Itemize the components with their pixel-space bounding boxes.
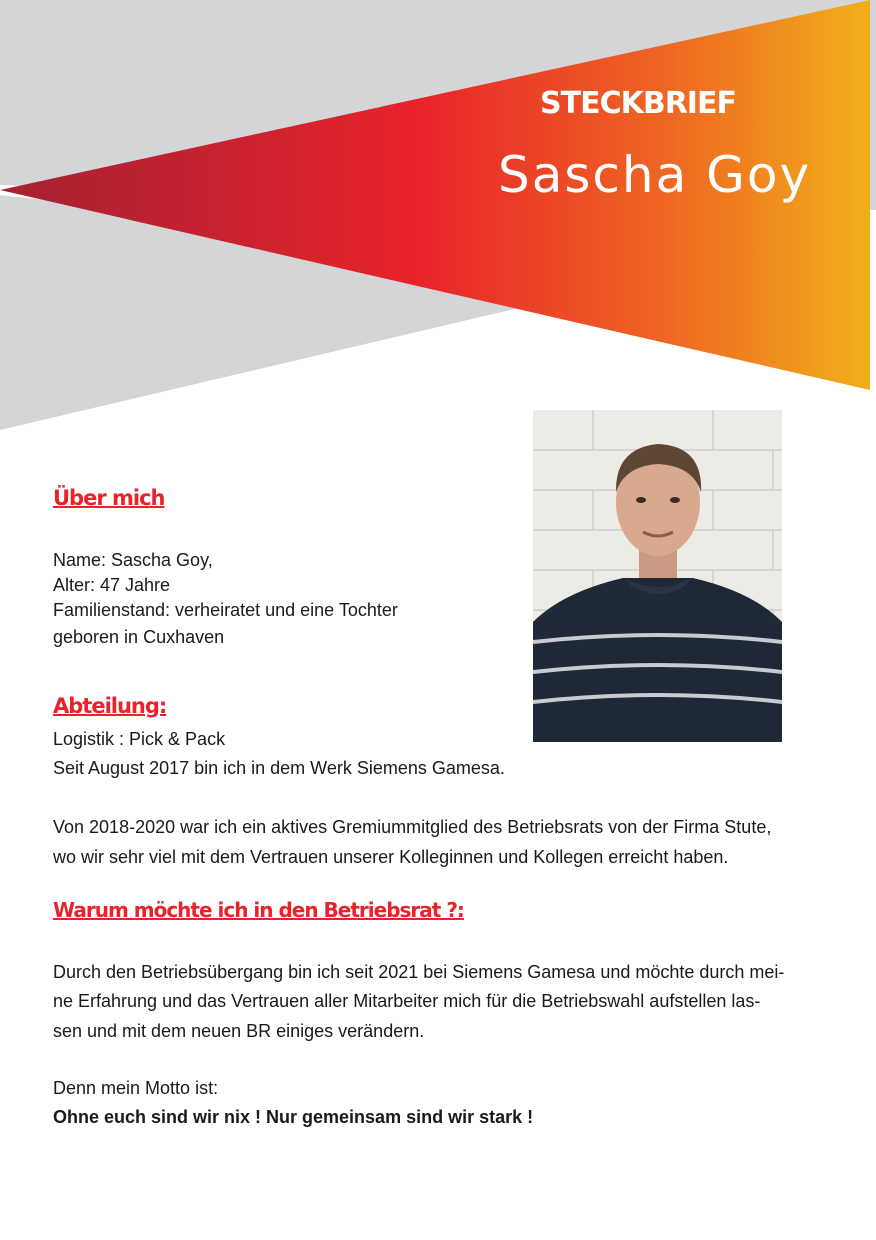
section-heading-about: Über mich [53, 486, 165, 510]
section-heading-why: Warum möchte ich in den Betriebsrat ?: [53, 898, 464, 922]
about-age-line: Alter: 47 Jahre [53, 575, 171, 595]
portrait-photo [533, 410, 782, 742]
why-text-line-3: sen und mit dem neuen BR einiges verändern. [53, 1021, 425, 1041]
about-name-line: Name: Sascha Goy, [53, 550, 213, 570]
header-banner [0, 0, 876, 440]
why-text-line-2: ne Erfahrung und das Vertrauen aller Mitarbeiter mich für die Betriebswahl aufstellen las- [53, 991, 761, 1011]
department-history-line: Von 2018-2020 war ich ein aktives Gremiummitglied des Betriebsrats von der Firma Stute, [53, 817, 772, 837]
motto-intro: Denn mein Motto ist: [53, 1078, 219, 1098]
why-text-line-1: Durch den Betriebsübergang bin ich seit 2021 bei Siemens Gamesa und möchte durch mei- [53, 962, 785, 982]
department-line: Logistik : Pick & Pack [53, 729, 226, 749]
department-since-line: Seit August 2017 bin ich in dem Werk Siemens Gamesa. [53, 758, 505, 778]
department-history-line-2: wo wir sehr viel mit dem Vertrauen unserer Kolleginnen und Kollegen erreicht haben. [53, 847, 729, 867]
steckbrief-kicker: STECKBRIEF [540, 86, 736, 121]
about-birthplace-line: geboren in Cuxhaven [53, 627, 225, 647]
about-family-line: Familienstand: verheiratet und eine Tochter [53, 600, 398, 620]
section-heading-department: Abteilung: [53, 694, 167, 718]
motto-text: Ohne euch sind wir nix ! Nur gemeinsam sind wir stark ! [53, 1107, 534, 1127]
person-name-title: Sascha Goy [498, 146, 812, 204]
